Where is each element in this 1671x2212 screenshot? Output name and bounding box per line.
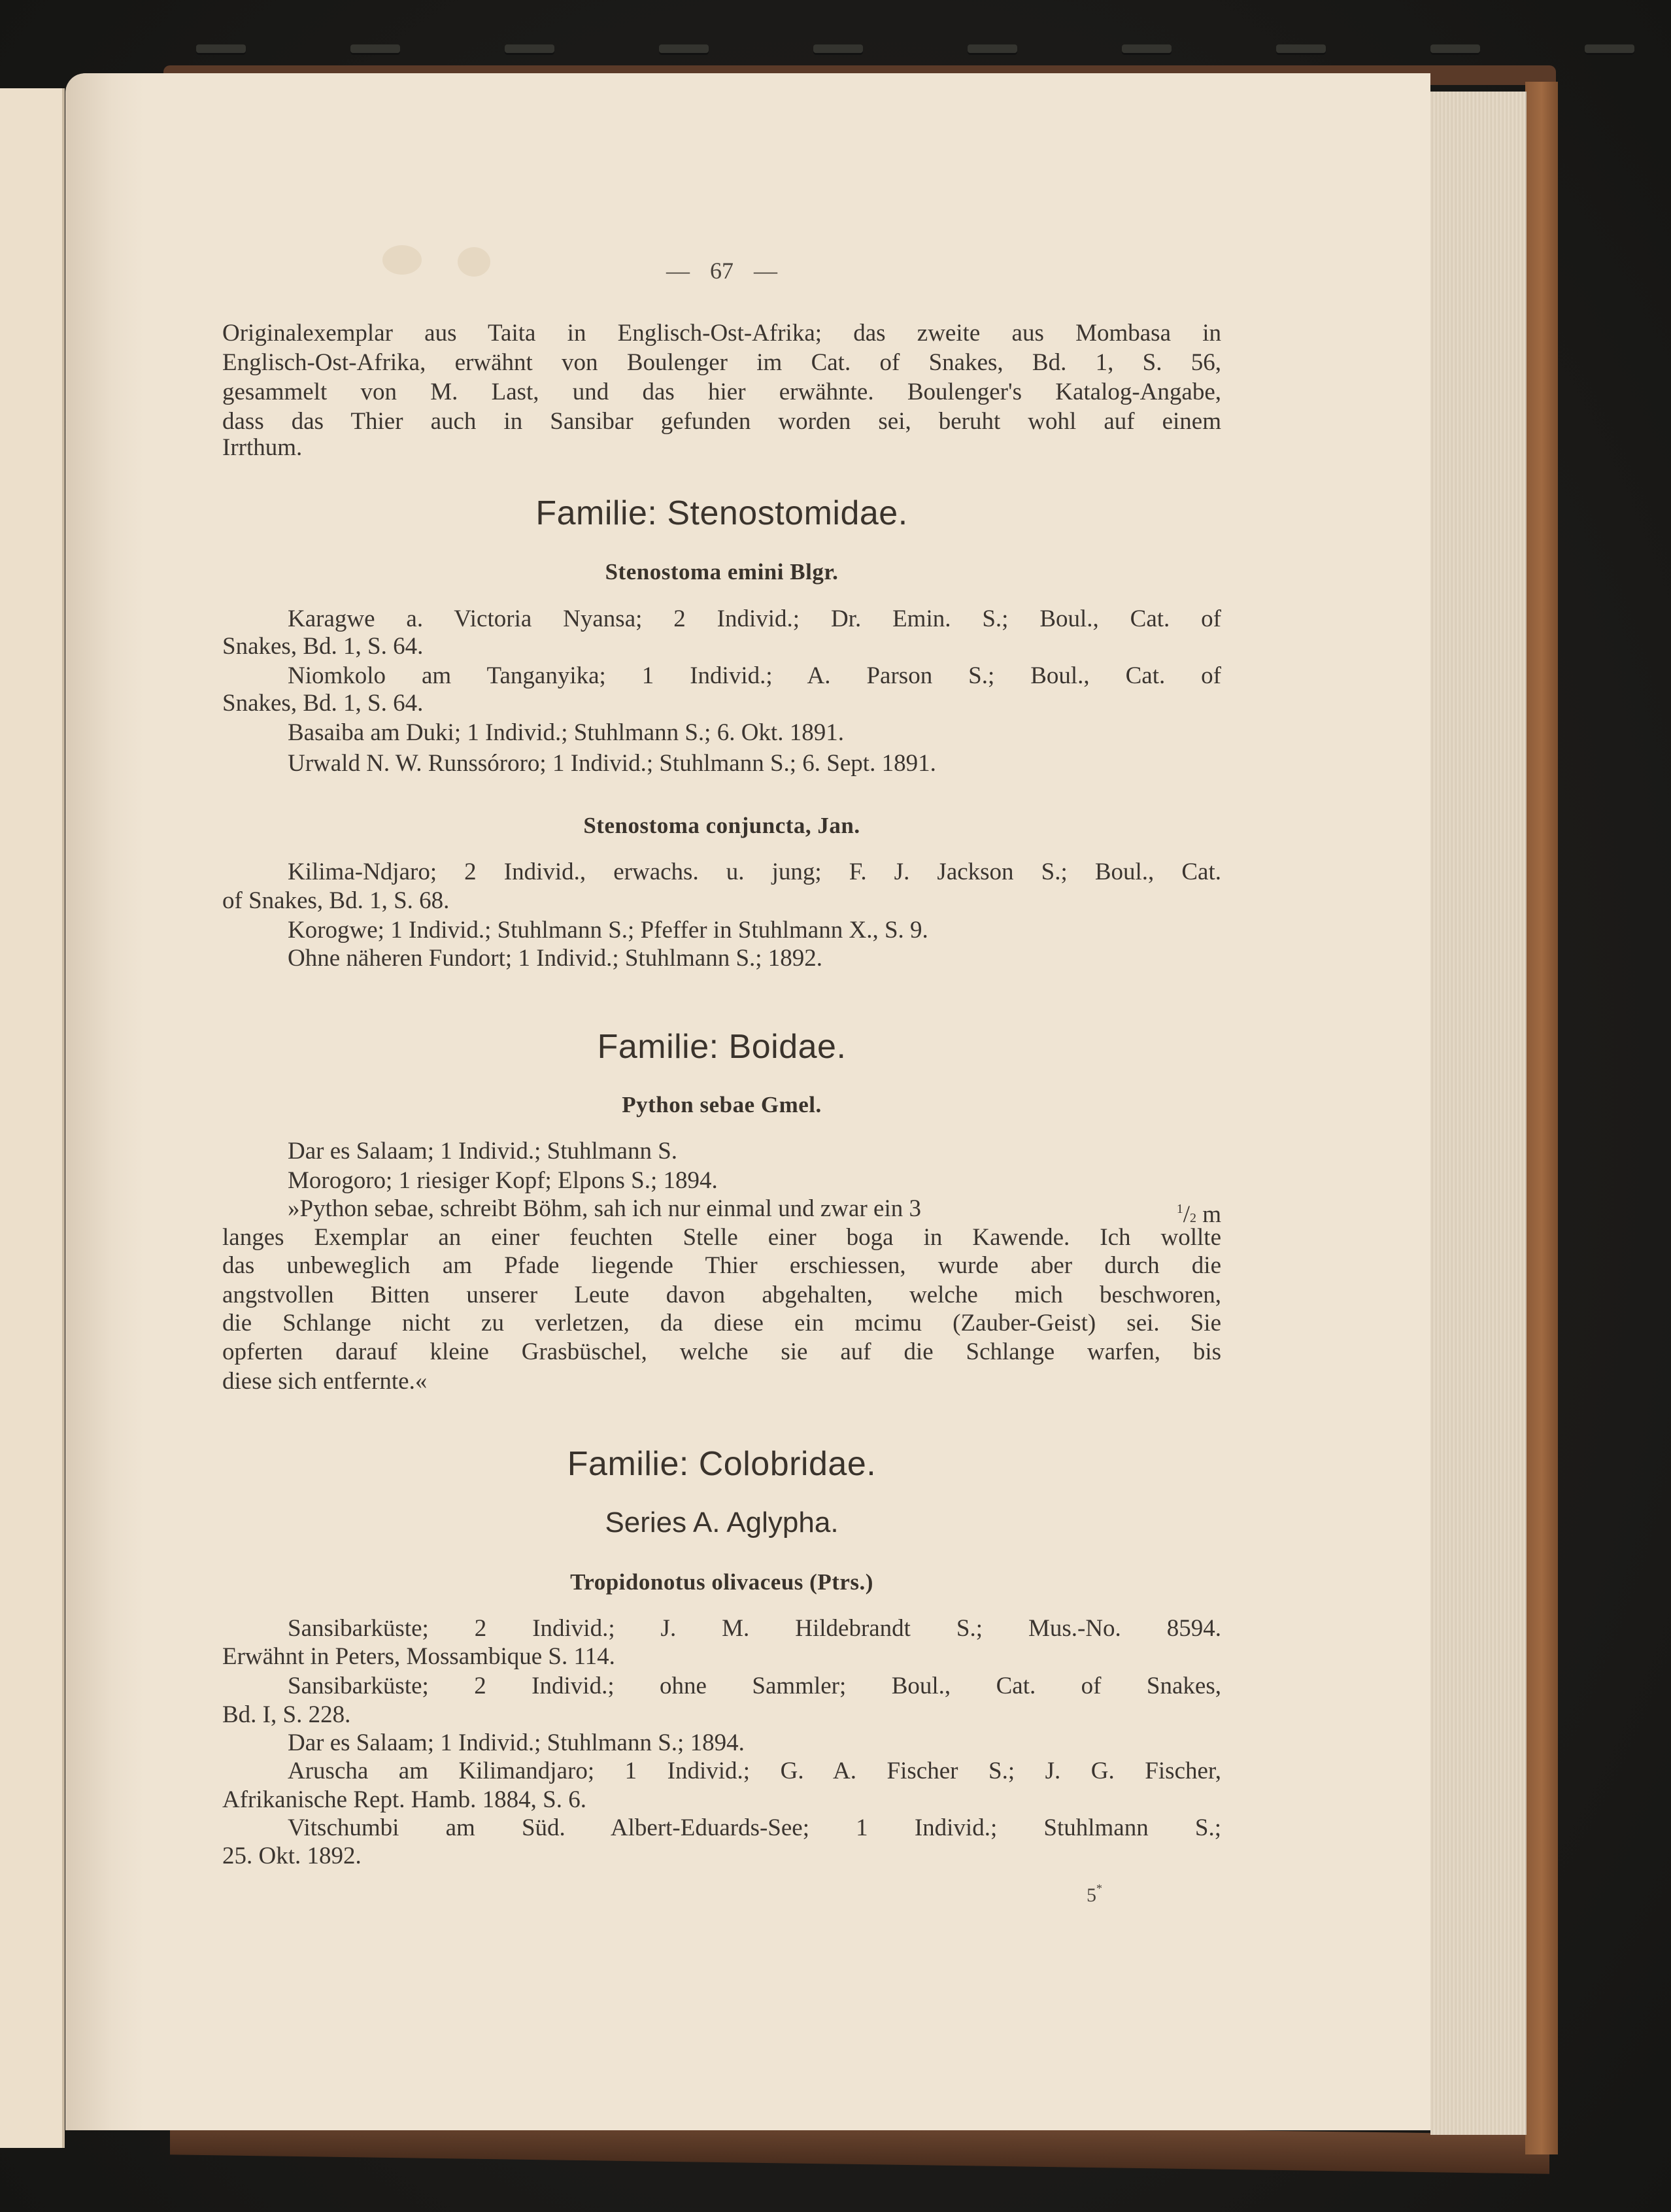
record-line: Vitschumbi am Süd. Albert-Eduards-See; 1 Individ.; Stuhlmann S.;	[288, 1814, 1221, 1841]
series-heading-aglypha: Series A. Aglypha.	[605, 1506, 839, 1539]
stitch	[350, 44, 400, 55]
record-line: 25. Okt. 1892.	[222, 1843, 362, 1869]
family-heading-boidae: Familie: Boidae.	[597, 1028, 847, 1066]
species-heading-tropidonotus-olivaceus: Tropidonotus olivaceus (Ptrs.)	[570, 1569, 873, 1595]
record-line: Dar es Salaam; 1 Individ.; Stuhlmann S.	[288, 1138, 678, 1165]
quote-line-with-fraction	[222, 1195, 1221, 1228]
stitch	[505, 44, 554, 55]
record-line: Erwähnt in Peters, Mossambique S. 114.	[222, 1643, 615, 1670]
body-line: Englisch-Ost-Afrika, erwähnt von Boulenger im Cat. of Snakes, Bd. 1, S. 56,	[222, 349, 1221, 376]
book-cover-right-edge	[1525, 82, 1558, 2154]
record-line: Kilima-Ndjaro; 2 Individ., erwachs. u. jung; F. J. Jackson S.; Boul., Cat.	[288, 859, 1221, 885]
signature-mark: 5*	[1087, 1882, 1102, 1906]
record-line: Urwald N. W. Runssóroro; 1 Individ.; Stuhlmann S.; 6. Sept. 1891.	[288, 750, 936, 777]
stitch	[196, 44, 246, 55]
quote-line: das unbeweglich am Pfade liegende Thier erschiessen, wurde aber durch die	[222, 1252, 1221, 1279]
record-line: of Snakes, Bd. 1, S. 68.	[222, 887, 450, 914]
species-heading-stenostoma-conjuncta: Stenostoma conjuncta, Jan.	[583, 813, 860, 838]
body-line: Irrthum.	[222, 434, 303, 461]
quote-line: opferten darauf kleine Grasbüschel, welche sie auf die Schlange warfen, bis	[222, 1338, 1221, 1365]
record-line: Snakes, Bd. 1, S. 64.	[222, 633, 424, 660]
record-line: Dar es Salaam; 1 Individ.; Stuhlmann S.; 1894.	[288, 1729, 745, 1756]
quote-line: langes Exemplar an einer feuchten Stelle einer boga in Kawende. Ich wollte	[222, 1224, 1221, 1251]
stitch	[1430, 44, 1480, 55]
quote-line: angstvollen Bitten unserer Leute davon abgehalten, welche mich beschworen,	[222, 1282, 1221, 1308]
stitch	[1122, 44, 1172, 55]
page-number: — 67 —	[666, 258, 777, 284]
quote-line: die Schlange nicht zu verletzen, da diese ein mcimu (Zauber-Geist) sei. Sie	[222, 1310, 1221, 1336]
record-line: Niomkolo am Tanganyika; 1 Individ.; A. Parson S.; Boul., Cat. of	[288, 662, 1221, 689]
fraction-measure: $^1$/2 m	[1176, 1201, 1221, 1228]
page-block-edge	[1430, 92, 1527, 2135]
record-line: Ohne näheren Fundort; 1 Individ.; Stuhlmann S.; 1892.	[288, 945, 823, 972]
record-line: Sansibarküste; 2 Individ.; ohne Sammler; Boul., Cat. of Snakes,	[288, 1673, 1221, 1699]
record-line: Morogoro; 1 riesiger Kopf; Elpons S.; 1894.	[288, 1167, 718, 1194]
record-line: Aruscha am Kilimandjaro; 1 Individ.; G. A. Fischer S.; J. G. Fischer,	[288, 1758, 1221, 1784]
stitch	[1276, 44, 1326, 55]
body-line: dass das Thier auch in Sansibar gefunden worden sei, beruht wohl auf einem	[222, 408, 1221, 435]
record-line: Snakes, Bd. 1, S. 64.	[222, 690, 424, 717]
left-page-edge	[0, 88, 65, 2148]
binding-stitches	[196, 44, 1634, 58]
family-heading-stenostomidae: Familie: Stenostomidae.	[535, 494, 908, 532]
record-line: Bd. I, S. 228.	[222, 1701, 351, 1728]
stitch	[968, 44, 1017, 55]
species-heading-python-sebae: Python sebae Gmel.	[622, 1092, 822, 1117]
quote-text: »Python sebae, schreibt Böhm, sah ich nur einmal und zwar ein 3	[288, 1195, 921, 1222]
species-heading-stenostoma-emini: Stenostoma emini Blgr.	[605, 559, 839, 585]
record-line: Korogwe; 1 Individ.; Stuhlmann S.; Pfeffer in Stuhlmann X., S. 9.	[288, 917, 928, 944]
record-line: Sansibarküste; 2 Individ.; J. M. Hildebrandt S.; Mus.-No. 8594.	[288, 1615, 1221, 1642]
body-line: Originalexemplar aus Taita in Englisch-Ost-Afrika; das zweite aus Mombasa in	[222, 320, 1221, 347]
quote-line: diese sich entfernte.«	[222, 1368, 428, 1395]
family-heading-colobridae: Familie: Colobridae.	[567, 1445, 877, 1483]
record-line: Afrikanische Rept. Hamb. 1884, S. 6.	[222, 1786, 586, 1813]
record-line: Karagwe a. Victoria Nyansa; 2 Individ.; Dr. Emin. S.; Boul., Cat. of	[288, 605, 1221, 632]
stitch	[659, 44, 709, 55]
record-line: Basaiba am Duki; 1 Individ.; Stuhlmann S.; 6. Okt. 1891.	[288, 719, 844, 746]
stitch	[813, 44, 863, 55]
gutter-shadow	[65, 73, 144, 2130]
body-line: gesammelt von M. Last, und das hier erwähnte. Boulenger's Katalog-Angabe,	[222, 379, 1221, 405]
stitch	[1585, 44, 1634, 55]
